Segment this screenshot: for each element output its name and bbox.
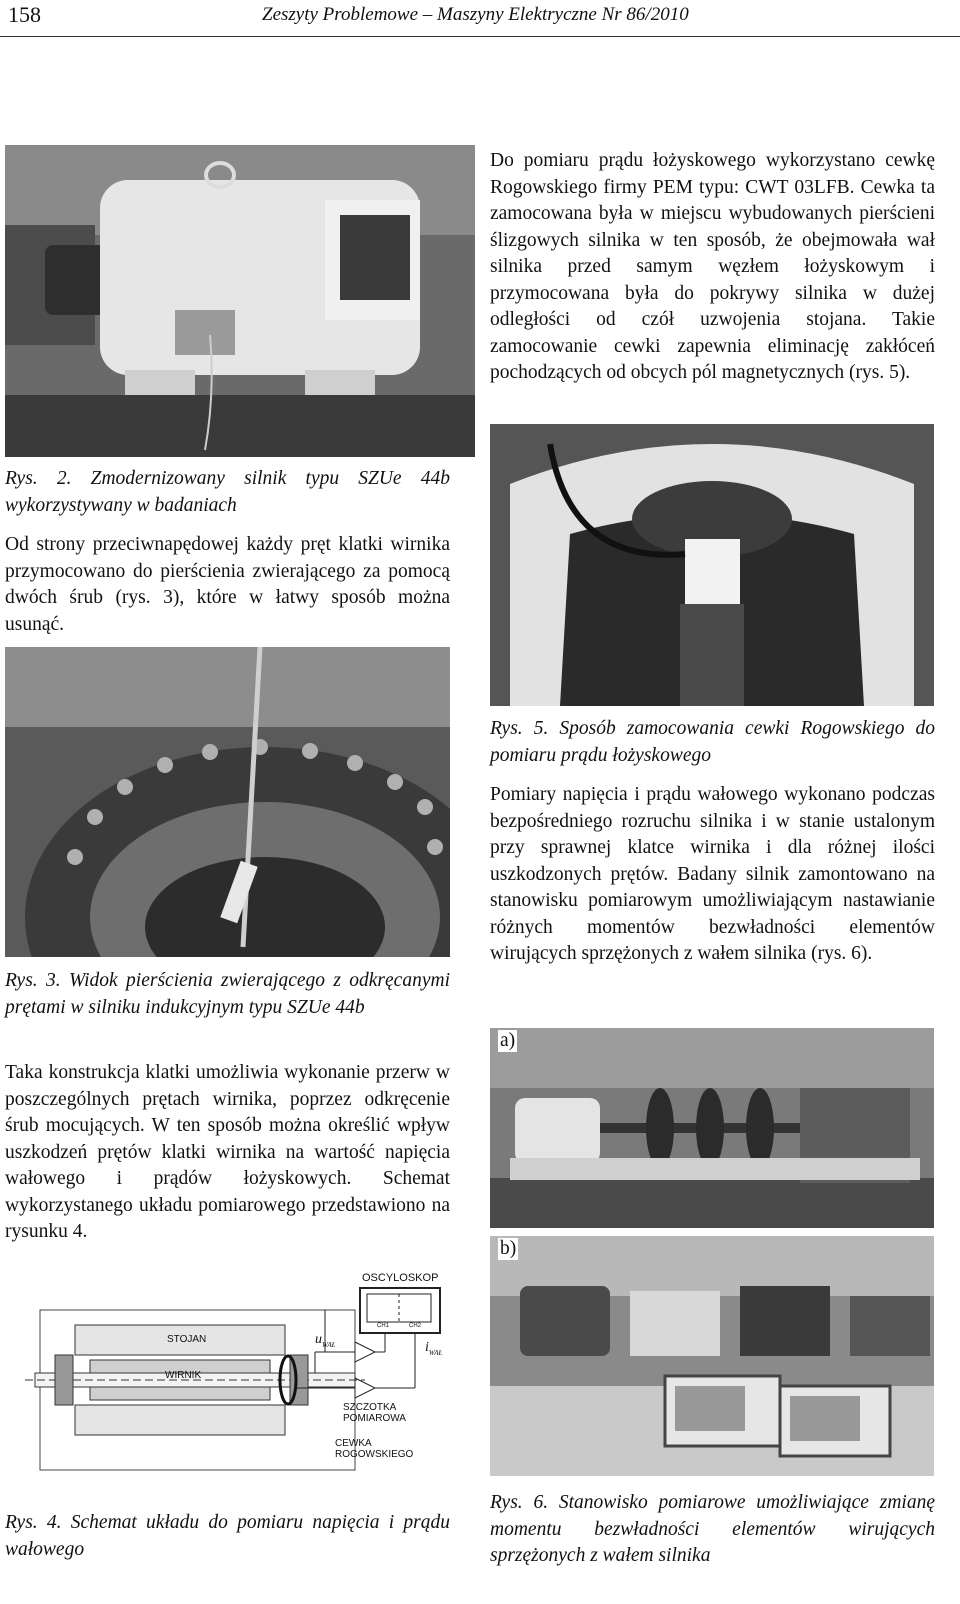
figure-6b-label: b) (500, 1238, 517, 1259)
figure-5-caption: Rys. 5. Sposób zamocowania cewki Rogowskiego do pomiaru prądu łożyskowego (490, 718, 935, 766)
ch1-label: CH1 (377, 1323, 390, 1329)
brush-label: SZCZOTKA POMIAROWA (343, 1402, 406, 1424)
figure-6a-photo (490, 1028, 934, 1228)
figure-6-caption: Rys. 6. Stanowisko pomiarowe umożliwiające zmianę momentu bezwładności elementów wirujących sprzężonych z wałem silnika (490, 1492, 935, 1566)
figure-4-caption: Rys. 4. Schemat układu do pomiaru napięcia i prądu wałowego (5, 1512, 450, 1560)
right-paragraph-1: Do pomiaru prądu łożyskowego wykorzystano cewkę Rogowskiego firmy PEM typu: CWT 03LFB. Cewka ta zamocowana była w miejscu wybudowanych pierścieni ślizgowych silnika w ten sposób, że obejmowała wał silnika przed samym węzłem łożyskowym i przymocowana była do pokrywy silnika w dużej odległości od czół uzwojenia stojana. Takie zamocowanie cewki zapewnia eliminację zakłóceń pochodzących od obcych pól magnetycznych (rys. 5). (490, 150, 935, 383)
left-paragraph-2: Taka konstrukcja klatki umożliwia wykonanie przerw w poszczególnych prętach wirnika, poprzez odkręcenie śrub mocujących. W ten sposób można określić wpływ uszkodzeń prętów klatki wirnika na wartość napięcia wałowego i prądów łożyskowych. Schemat wykorzystanego układu pomiarowego przedstawiono na rysunku 4. (5, 1062, 450, 1242)
ch2-label: CH2 (409, 1323, 422, 1329)
figure-4-schematic (5, 1270, 455, 1500)
figure-6a-label: a) (500, 1030, 516, 1051)
figure-3-caption: Rys. 3. Widok pierścienia zwierającego z odkręcanymi prętami w silniku indukcyjnym typu SZUe 44b (5, 970, 450, 1018)
figure-5-coil-photo (490, 424, 934, 706)
figure-2-caption: Rys. 2. Zmodernizowany silnik typu SZUe 44b wykorzystywany w badaniach (5, 468, 450, 516)
figure-6b-photo (490, 1236, 934, 1476)
voltage-symbol: $u_{WAŁ}$ (315, 1332, 336, 1349)
stator-label: STOJAN (167, 1334, 207, 1345)
figure-3-ring-photo (5, 647, 450, 957)
header-rule (0, 36, 960, 37)
left-paragraph-1: Od strony przeciwnapędowej każdy pręt klatki wirnika przymocowano do pierścienia zwierającego za pomocą dwóch śrub (rys. 3), które w łatwy sposób można usunąć. (5, 534, 450, 635)
current-symbol: $i_{WAŁ}$ (425, 1340, 443, 1357)
journal-title: Zeszyty Problemowe – Maszyny Elektryczne Nr 86/2010 (262, 4, 689, 25)
figure-2-motor-photo (5, 145, 475, 457)
right-paragraph-2: Pomiary napięcia i prądu wałowego wykonano podczas bezpośredniego rozruchu silnika i w stanie ustalonym przy sprawnej klatce wirnika i dla różnej ilości uszkodzonych prętów. Badany silnik zamontowano na stanowisku pomiarowym umożliwiającym nastawianie różnych momentów bezwładności elementów wirujących sprzężonych z wałem silnika (rys. 6). (490, 784, 935, 964)
oscilloscope-label: OSCYLOSKOP (362, 1272, 439, 1284)
rotor-label: WIRNIK (165, 1370, 202, 1381)
coil-label: CEWKA ROGOWSKIEGO (335, 1438, 414, 1460)
page-number: 158 (8, 2, 41, 27)
